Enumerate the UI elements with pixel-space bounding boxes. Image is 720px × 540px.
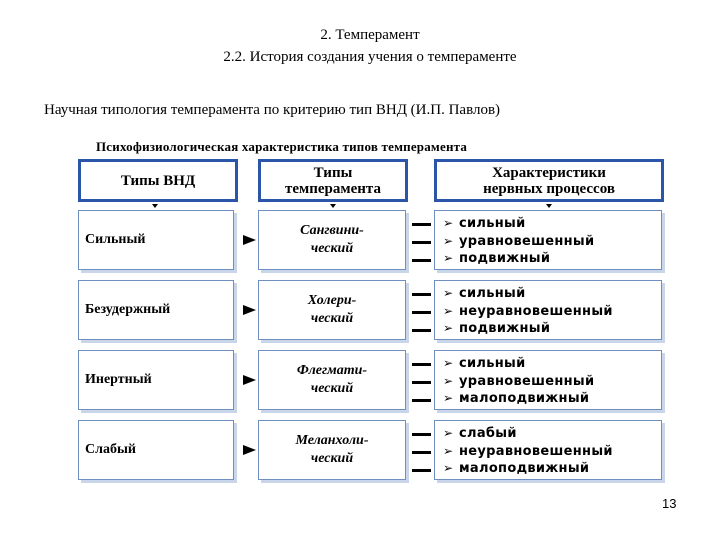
connector-dash xyxy=(412,259,431,262)
bullet-arrow-icon: ➢ xyxy=(443,303,454,318)
temperament-diagram xyxy=(78,138,668,483)
characteristic-item xyxy=(443,373,661,391)
characteristic-label: подвижный xyxy=(459,251,551,266)
bullet-arrow-icon: ➢ xyxy=(443,216,454,230)
intro-text: Научная типология темперамента по критерию тип ВНД (И.П. Павлов) xyxy=(44,102,501,118)
characteristic-item xyxy=(443,425,661,443)
down-tick xyxy=(330,204,336,208)
characteristic-item xyxy=(443,233,661,251)
characteristics-box xyxy=(434,210,662,270)
characteristic-label: подвижный xyxy=(459,321,551,336)
connector-dash xyxy=(412,469,431,472)
subsection-heading: 2.2. История создания учения о темпераменте xyxy=(223,49,517,65)
bullet-arrow-icon: ➢ xyxy=(443,373,454,388)
bullet-arrow-icon: ➢ xyxy=(443,391,454,405)
bullet-arrow-icon: ➢ xyxy=(443,286,454,300)
characteristic-item xyxy=(443,443,661,461)
column-header-vnd-types: Типы ВНД xyxy=(78,159,238,202)
vnd-type-box: Безудержный xyxy=(78,280,234,340)
connector-dash xyxy=(412,399,431,402)
characteristic-item xyxy=(443,215,661,233)
connector-dash xyxy=(412,433,431,436)
vnd-type-box: Сильный xyxy=(78,210,234,270)
connector-dash xyxy=(412,451,431,454)
characteristic-label: неуравновешенный xyxy=(459,303,613,319)
arrow-right-icon xyxy=(243,445,256,455)
characteristic-label: малоподвижный xyxy=(459,391,590,406)
vnd-type-box: Инертный xyxy=(78,350,234,410)
characteristic-label: неуравновешенный xyxy=(459,443,613,459)
bullet-arrow-icon: ➢ xyxy=(443,251,454,265)
characteristic-label: уравновешенный xyxy=(459,373,595,389)
characteristic-label: сильный xyxy=(459,216,526,231)
arrow-right-icon xyxy=(243,305,256,315)
characteristic-item xyxy=(443,285,661,303)
arrow-right-icon xyxy=(243,235,256,245)
diagram-title: Психофизиологическая характеристика типов темперамента xyxy=(96,139,468,154)
bullet-arrow-icon: ➢ xyxy=(443,356,454,370)
temperament-box: Флегмати- ческий xyxy=(258,350,406,410)
connector-dash xyxy=(412,223,431,226)
connector-dash xyxy=(412,363,431,366)
page-number: 13 xyxy=(662,496,677,511)
down-tick xyxy=(546,204,552,208)
bullet-arrow-icon: ➢ xyxy=(443,233,454,248)
characteristic-item xyxy=(443,303,661,321)
characteristic-label: сильный xyxy=(459,286,526,301)
characteristic-item xyxy=(443,390,661,408)
characteristics-box xyxy=(434,280,662,340)
bullet-arrow-icon: ➢ xyxy=(443,426,454,440)
characteristic-label: сильный xyxy=(459,356,526,371)
connector-dash xyxy=(412,241,431,244)
section-heading: 2. Темперамент xyxy=(320,27,420,43)
characteristics-box xyxy=(434,420,662,480)
vnd-type-box: Слабый xyxy=(78,420,234,480)
connector-dash xyxy=(412,311,431,314)
connector-dash xyxy=(412,329,431,332)
characteristic-item xyxy=(443,355,661,373)
temperament-box: Холери- ческий xyxy=(258,280,406,340)
characteristic-label: уравновешенный xyxy=(459,233,595,249)
down-tick xyxy=(152,204,158,208)
characteristic-item xyxy=(443,460,661,478)
bullet-arrow-icon: ➢ xyxy=(443,461,454,475)
characteristic-item xyxy=(443,320,661,338)
temperament-box: Меланхоли- ческий xyxy=(258,420,406,480)
characteristic-label: слабый xyxy=(459,426,517,441)
column-header-nervous-characteristics: Характеристики нервных процессов xyxy=(434,159,664,202)
temperament-box: Сангвини- ческий xyxy=(258,210,406,270)
characteristic-label: малоподвижный xyxy=(459,461,590,476)
arrow-right-icon xyxy=(243,375,256,385)
bullet-arrow-icon: ➢ xyxy=(443,321,454,335)
characteristic-item xyxy=(443,250,661,268)
connector-dash xyxy=(412,293,431,296)
bullet-arrow-icon: ➢ xyxy=(443,443,454,458)
connector-dash xyxy=(412,381,431,384)
characteristics-box xyxy=(434,350,662,410)
column-header-temperament-types: Типы темперамента xyxy=(258,159,408,202)
